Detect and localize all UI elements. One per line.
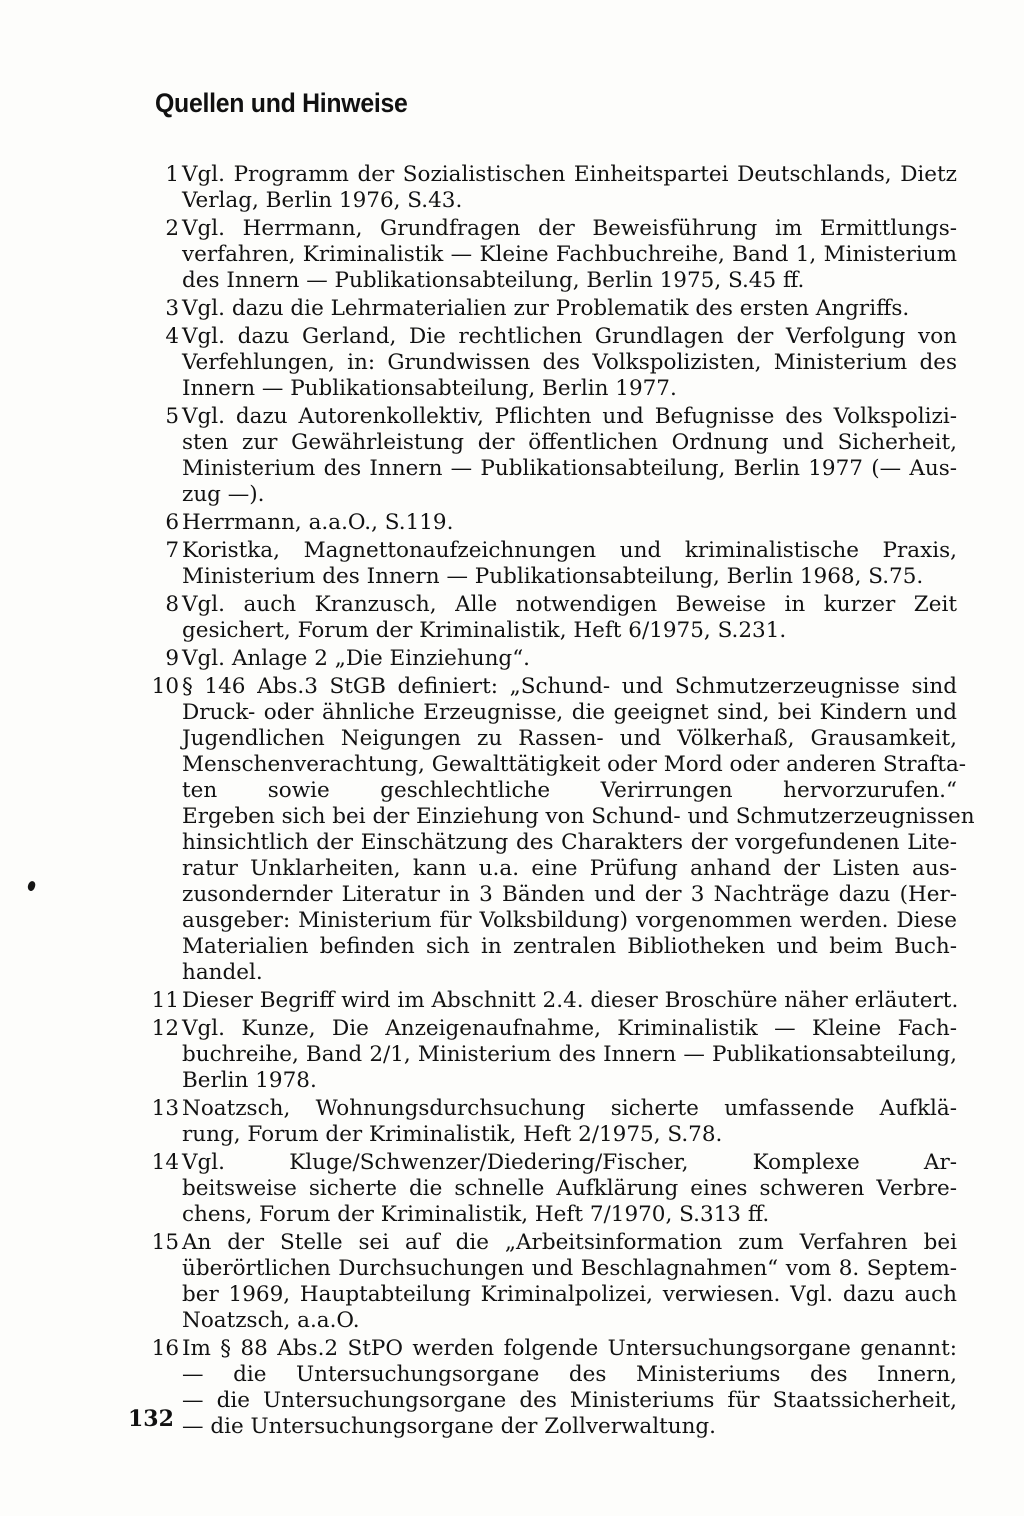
note-number: 4 bbox=[165, 324, 179, 349]
note-number: 15 bbox=[151, 1230, 179, 1255]
note-line: zug —). bbox=[182, 482, 265, 507]
note-text bbox=[182, 162, 957, 214]
note-line: Vgl. dazu Gerland, Die rechtlichen Grundlagen der Verfolgung von bbox=[182, 324, 957, 349]
note-number: 12 bbox=[151, 1016, 179, 1041]
note-item bbox=[140, 1230, 970, 1334]
note-item bbox=[140, 674, 975, 986]
note-text bbox=[182, 674, 975, 986]
note-line: Ergeben sich bei der Einziehung von Schund- und Schmutzerzeugnissen bbox=[182, 804, 975, 829]
note-text bbox=[182, 1016, 957, 1094]
note-line: zusondernder Literatur in 3 Bänden und der 3 Nachträge dazu (Her- bbox=[182, 882, 957, 907]
note-number: 14 bbox=[151, 1150, 179, 1175]
note-item bbox=[140, 404, 970, 508]
note-item bbox=[140, 1336, 970, 1440]
note-item bbox=[140, 510, 970, 536]
note-text bbox=[182, 216, 957, 294]
note-text bbox=[182, 1230, 957, 1334]
note-line: Vgl. Herrmann, Grundfragen der Beweisführung im Ermittlungs- bbox=[182, 216, 957, 241]
note-line: Vgl. dazu Autorenkollektiv, Pflichten und Befugnisse des Volkspolizi- bbox=[182, 404, 957, 429]
note-item bbox=[140, 1150, 970, 1228]
note-number: 11 bbox=[151, 988, 179, 1013]
note-number: 8 bbox=[165, 592, 179, 617]
note-line: Noatzsch, Wohnungsdurchsuchung sicherte umfassende Aufklä- bbox=[182, 1096, 957, 1121]
page-heading: Quellen und Hinweise bbox=[155, 88, 408, 118]
ink-mark bbox=[27, 880, 37, 892]
note-line: buchreihe, Band 2/1, Ministerium des Innern — Publikationsabteilung, bbox=[182, 1042, 957, 1067]
note-line: Materialien befinden sich in zentralen Bibliotheken und beim Buch- bbox=[182, 934, 957, 959]
note-number: 9 bbox=[165, 646, 179, 671]
note-line: Verlag, Berlin 1976, S.43. bbox=[182, 188, 463, 213]
note-line: Druck- oder ähnliche Erzeugnisse, die geeignet sind, bei Kindern und bbox=[182, 700, 957, 725]
note-number: 10 bbox=[151, 674, 179, 699]
note-line: Vgl. dazu die Lehrmaterialien zur Problematik des ersten Angriffs. bbox=[182, 296, 910, 321]
note-item bbox=[140, 1096, 970, 1148]
note-line: chens, Forum der Kriminalistik, Heft 7/1970, S.313 ff. bbox=[182, 1202, 770, 1227]
note-item bbox=[140, 296, 970, 322]
note-line: — die Untersuchungsorgane der Zollverwaltung. bbox=[182, 1414, 717, 1439]
note-line: Innern — Publikationsabteilung, Berlin 1977. bbox=[182, 376, 677, 401]
note-line: — die Untersuchungsorgane des Ministeriums für Staatssicherheit, bbox=[182, 1388, 957, 1413]
note-number: 1 bbox=[165, 162, 179, 187]
note-number: 3 bbox=[165, 296, 179, 321]
note-line: überörtlichen Durchsuchungen und Beschlagnahmen“ vom 8. Septem- bbox=[182, 1256, 957, 1281]
note-line: Vgl. Kunze, Die Anzeigenaufnahme, Kriminalistik — Kleine Fach- bbox=[182, 1016, 957, 1041]
note-line: Jugendlichen Neigungen zu Rassen- und Völkerhaß, Grausamkeit, bbox=[182, 726, 957, 751]
note-text bbox=[182, 510, 957, 536]
note-text bbox=[182, 1096, 957, 1148]
notes-list bbox=[140, 162, 975, 1442]
note-line: Im § 88 Abs.2 StPO werden folgende Untersuchungsorgane genannt: bbox=[182, 1336, 957, 1361]
note-line: handel. bbox=[182, 960, 263, 985]
note-line: Vgl. auch Kranzusch, Alle notwendigen Beweise in kurzer Zeit bbox=[182, 592, 957, 617]
note-text bbox=[182, 324, 957, 402]
note-line: ratur Unklarheiten, kann u.a. eine Prüfung anhand der Listen aus- bbox=[182, 856, 957, 881]
note-item bbox=[140, 646, 970, 672]
note-line: Vgl. Kluge/Schwenzer/Diedering/Fischer, Komplexe Ar- bbox=[182, 1150, 957, 1175]
note-text bbox=[182, 592, 957, 644]
note-item bbox=[140, 216, 970, 294]
note-line: § 146 Abs.3 StGB definiert: „Schund- und Schmutzerzeugnisse sind bbox=[182, 674, 957, 699]
note-text bbox=[182, 1150, 957, 1228]
note-line: Ministerium des Innern — Publikationsabteilung, Berlin 1977 (— Aus- bbox=[182, 456, 957, 481]
note-line: sten zur Gewährleistung der öffentlichen Ordnung und Sicherheit, bbox=[182, 430, 957, 455]
note-text bbox=[182, 538, 957, 590]
note-line: — die Untersuchungsorgane des Ministeriums des Innern, bbox=[182, 1362, 957, 1387]
note-number: 5 bbox=[165, 404, 179, 429]
note-line: des Innern — Publikationsabteilung, Berlin 1975, S.45 ff. bbox=[182, 268, 805, 293]
note-line: Berlin 1978. bbox=[182, 1068, 317, 1093]
note-line: ber 1969, Hauptabteilung Kriminalpolizei, verwiesen. Vgl. dazu auch bbox=[182, 1282, 957, 1307]
note-number: 7 bbox=[165, 538, 179, 563]
note-item bbox=[140, 988, 970, 1014]
note-line: gesichert, Forum der Kriminalistik, Heft 6/1975, S.231. bbox=[182, 618, 787, 643]
note-line: Herrmann, a.a.O., S.119. bbox=[182, 510, 454, 535]
note-number: 6 bbox=[165, 510, 179, 535]
note-line: Dieser Begriff wird im Abschnitt 2.4. dieser Broschüre näher erläutert. bbox=[182, 988, 959, 1013]
note-line: Noatzsch, a.a.O. bbox=[182, 1308, 360, 1333]
note-text bbox=[182, 404, 957, 508]
note-line: Ministerium des Innern — Publikationsabteilung, Berlin 1968, S.75. bbox=[182, 564, 924, 589]
note-item bbox=[140, 592, 970, 644]
note-number: 16 bbox=[151, 1336, 179, 1361]
note-item bbox=[140, 324, 970, 402]
note-line: Verfehlungen, in: Grundwissen des Volkspolizisten, Ministerium des bbox=[182, 350, 957, 375]
note-line: Vgl. Anlage 2 „Die Einziehung“. bbox=[182, 646, 531, 671]
note-number: 13 bbox=[151, 1096, 179, 1121]
note-line: Vgl. Programm der Sozialistischen Einheitspartei Deutschlands, Dietz bbox=[182, 162, 957, 187]
note-line: Koristka, Magnettonaufzeichnungen und kriminalistische Praxis, bbox=[182, 538, 957, 563]
note-number: 2 bbox=[165, 216, 179, 241]
note-line: Menschenverachtung, Gewalttätigkeit oder Mord oder anderen Straftа- bbox=[182, 752, 967, 777]
note-item bbox=[140, 538, 970, 590]
note-line: hinsichtlich der Einschätzung des Charakters der vorgefundenen Lite- bbox=[182, 830, 957, 855]
note-line: verfahren, Kriminalistik — Kleine Fachbuchreihe, Band 1, Ministerium bbox=[182, 242, 957, 267]
note-text bbox=[182, 988, 957, 1014]
note-line: rung, Forum der Kriminalistik, Heft 2/1975, S.78. bbox=[182, 1122, 723, 1147]
note-line: ten sowie geschlechtliche Verirrungen hervorzurufen.“ bbox=[182, 778, 957, 803]
note-line: beitsweise sicherte die schnelle Aufklärung eines schweren Verbre- bbox=[182, 1176, 957, 1201]
note-text bbox=[182, 646, 957, 672]
note-text bbox=[182, 1336, 957, 1440]
note-text bbox=[182, 296, 957, 322]
note-line: ausgeber: Ministerium für Volksbildung) vorgenommen werden. Diese bbox=[182, 908, 957, 933]
note-item bbox=[140, 1016, 970, 1094]
note-item bbox=[140, 162, 970, 214]
note-line: An der Stelle sei auf die „Arbeitsinformation zum Verfahren bei bbox=[182, 1230, 957, 1255]
page-number: 132 bbox=[128, 1406, 174, 1432]
